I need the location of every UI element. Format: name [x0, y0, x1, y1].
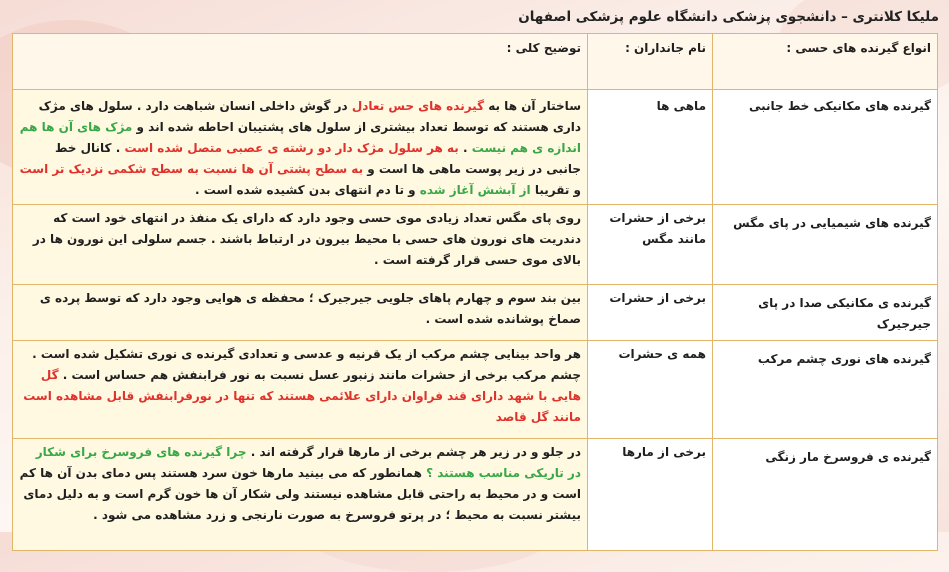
page-title: ملیکا کلانتری – دانشجوی پزشکی دانشگاه علوم پزشکی اصفهان: [518, 9, 939, 25]
description-segment: چرا گیرنده های فروسرخ برای شکار در تاریکی مناسب هستند ؟: [35, 445, 581, 480]
description-segment: به سطح پشتی آن ها نسبت به سطح شکمی نزدیک تر است: [19, 162, 364, 176]
description-segment: همانطور که می بینید مارها خون سرد هستند پس دمای بدن آن ها کم است و در محیط به راحتی قابل مشاهده نیستند ولی شکار آن ها خون گرم است و به دلیل دمای بیشتر نسبت به محیط ؛ در پرتو فروسرخ به صورت نارنجی و زرد مشاهده می شود .: [19, 466, 581, 522]
receptor-cell: گیرنده های نوری چشم مرکب: [713, 341, 938, 439]
description-segment: و تقریبا: [530, 183, 581, 197]
header-receptor: انواع گیرنده های حسی :: [713, 34, 938, 90]
table-header-row: [13, 34, 938, 90]
description-segment: گیرنده های حس تعادل: [351, 99, 485, 113]
animal-cell: ماهی ها: [588, 90, 713, 205]
description-cell: [13, 341, 588, 439]
description-cell: [13, 90, 588, 205]
description-segment: .: [458, 141, 472, 155]
receptor-cell: گیرنده های شیمیایی در پای مگس: [713, 205, 938, 285]
description-cell: [13, 285, 588, 341]
description-segment: در جلو و در زیر هر چشم برخی از مارها قرار گرفته اند .: [246, 445, 581, 459]
description-segment: و تا دم انتهای بدن کشیده شده است .: [195, 183, 420, 197]
description-segment: روی پای مگس تعداد زیادی موی حسی وجود دارد که دارای یک منفذ در انتهای خود است که دندریت های نورون های حسی با محیط بیرون در ارتباط باشند . جسم سلولی این نورون ها در بالای موی حسی قرار گرفته است .: [32, 211, 581, 267]
header-description: توضیح کلی :: [13, 34, 588, 90]
description-segment: بین بند سوم و چهارم پاهای جلویی جیرجیرک ؛ محفظه ی هوایی وجود دارد که توسط پرده ی صماخ پوشانده شده است .: [39, 291, 581, 326]
receptors-table: [12, 33, 938, 551]
description-segment: هر واحد بینایی چشم مرکب از یک قرنیه و عدسی و تعدادی گیرنده ی نوری تشکیل شده است . چشم مرکب برخی از حشرات مانند زنبور عسل نسبت به نور فرابنفش هم حساس است .: [32, 347, 581, 382]
description-segment: مژک های آن ها هم اندازه ی هم نیست: [19, 120, 581, 155]
table-row: [13, 439, 938, 551]
table-row: [13, 90, 938, 205]
description-segment: گل هایی با شهد دارای قند فراوان دارای علائمی هستند که تنها در نورفرابنفش قابل مشاهده است مانند گل قاصد: [23, 368, 581, 424]
description-cell: [13, 439, 588, 551]
table-row: [13, 205, 938, 285]
animal-cell: برخی از حشرات مانند مگس: [588, 205, 713, 285]
table-row: [13, 285, 938, 341]
animal-cell: برخی از حشرات: [588, 285, 713, 341]
animal-cell: برخی از مارها: [588, 439, 713, 551]
description-segment: از آبشش آغاز شده: [419, 183, 531, 197]
description-segment: در گوش داخلی انسان شباهت دارد . سلول های مژک داری هستند که توسط تعداد بیشتری از سلول های پشتیبان احاطه شده اند و: [38, 99, 581, 134]
receptor-cell: گیرنده های مکانیکی خط جانبی: [713, 90, 938, 205]
description-segment: . کانال خط جانبی در زیر پوست ماهی ها است و: [54, 141, 581, 176]
description-segment: به هر سلول مژک دار دو رشته ی عصبی متصل شده است: [124, 141, 459, 155]
description-segment: ساختار آن ها به: [484, 99, 581, 113]
table-row: [13, 341, 938, 439]
receptor-cell: گیرنده ی مکانیکی صدا در پای جیرجیرک: [713, 285, 938, 341]
animal-cell: همه ی حشرات: [588, 341, 713, 439]
receptor-cell: گیرنده ی فروسرخ مار زنگی: [713, 439, 938, 551]
header-animal: نام جانداران :: [588, 34, 713, 90]
description-cell: [13, 205, 588, 285]
